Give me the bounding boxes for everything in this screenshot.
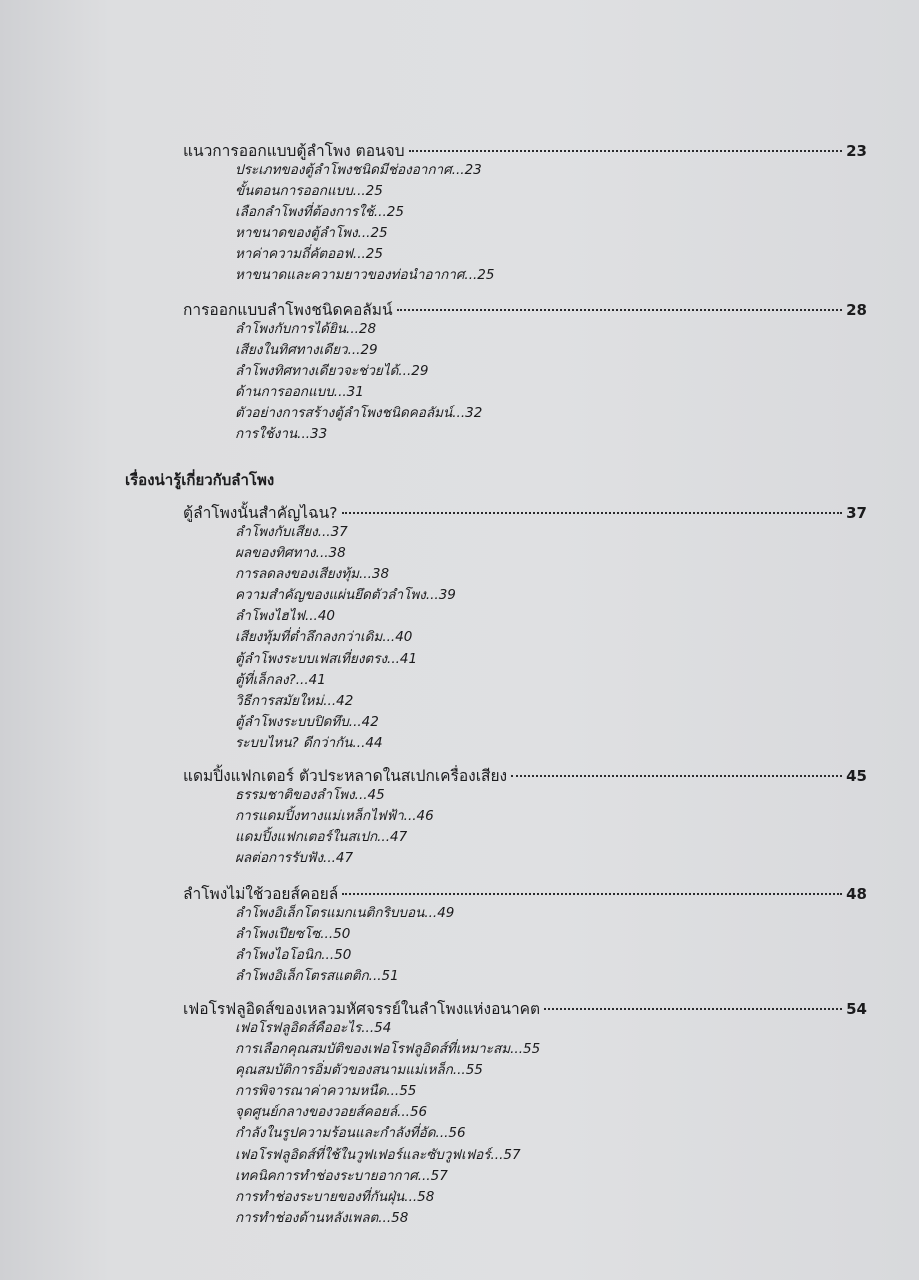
subtopic-entry: ตู้ที่เล็กลง?...41 [235,671,326,688]
subtopic-entry: ลำโพงทิศทางเดียวจะช่วยได้...29 [235,363,429,380]
subtopic-entry: เสียงทุ้มที่ต่ำลึกลงกว่าเดิม...40 [235,629,413,646]
subtopic-entry: การใช้งาน...33 [235,426,328,443]
subtopic-entry: การพิจารณาค่าความหนืด...55 [235,1083,417,1100]
subtopic-entry: การแดมปิ้งทางแม่เหล็กไฟฟ้า...46 [235,808,434,825]
toc-chapter [183,763,867,869]
chapter-title: แดมปิ้งแฟกเตอร์ ตัวประหลาดในสเปกเครื่องเสียง [183,767,508,785]
toc-chapter [183,996,867,1229]
chapter-title: แนวการออกแบบตู้ลำโพง ตอนจบ [183,142,405,160]
dot-leader [544,1008,842,1010]
subtopic-entry: ตู้ลำโพงระบบเฟสเที่ยงตรง...41 [235,650,418,667]
subtopic-entry: ขั้นตอนการออกแบบ...25 [235,183,383,200]
chapter-title: ตู้ลำโพงนั้นสำคัญไฉน? [183,504,338,522]
subtopic-entry: หาค่าความถี่คัตออฟ...25 [235,246,383,263]
subtopic-entry: ความสำคัญของแผ่นยึดตัวลำโพง...39 [235,587,456,604]
toc-chapter-line [183,500,867,522]
chapter-title: ลำโพงไม่ใช้วอยส์คอยล์ [183,885,339,903]
dot-leader [342,893,842,895]
subtopic-entry: ระบบไหน? ดีกว่ากัน...44 [235,734,383,751]
subtopic-entry: เลือกลำโพงที่ต้องการใช้...25 [235,204,404,221]
toc-chapter-line [183,138,867,160]
toc-chapter-line [183,763,867,785]
chapter-page-number: 28 [846,301,867,319]
subtopic-entry: หาขนาดและความยาวของท่อนำอากาศ...25 [235,267,495,284]
subtopic-entry: การลดลงของเสียงทุ้ม...38 [235,566,390,583]
subtopic-entry: เทคนิคการทำช่องระบายอากาศ...57 [235,1167,448,1184]
subtopic-entry: ด้านการออกแบบ...31 [235,384,364,401]
subtopic-entry: วิธีการสมัยใหม่...42 [235,692,354,709]
toc-chapter [183,297,867,446]
subtopic-entry: จุดศูนย์กลางของวอยส์คอยล์...56 [235,1104,428,1121]
chapter-page-number: 23 [846,142,867,160]
subtopic-entry: แดมปิ้งแฟกเตอร์ในสเปก...47 [235,829,408,846]
subtopic-entry: เสียงในทิศทางเดียว...29 [235,342,378,359]
chapter-page-number: 54 [846,1000,867,1018]
chapter-title: การออกแบบลำโพงชนิดคอลัมน์ [183,301,393,319]
toc-chapter [183,881,867,987]
chapter-page-number: 48 [846,885,867,903]
dot-leader [397,309,843,311]
chapter-page-number: 45 [846,767,867,785]
toc-chapter-line [183,881,867,903]
subtopic-entry: คุณสมบัติการอิ่มตัวของสนามแม่เหล็ก...55 [235,1062,483,1079]
subtopic-entry: ลำโพงไฮไฟ...40 [235,608,336,625]
toc-chapter-line [183,297,867,319]
subtopic-entry: เฟอโรฟลูอิดส์คืออะไร...54 [235,1020,392,1036]
subtopic-entry: ลำโพงกับเสียง...37 [235,524,348,540]
dot-leader [511,775,842,777]
subtopic-entry: หาขนาดของตู้ลำโพง...25 [235,225,388,242]
subtopic-entry: การเลือกคุณสมบัติของเฟอโรฟลูอิดส์ที่เหมาะสม...55 [235,1041,541,1058]
toc-chapter [183,500,867,754]
dot-leader [342,512,843,514]
toc-chapter-line [183,996,867,1018]
subtopic-entry: ธรรมชาติของลำโพง...45 [235,787,385,803]
subtopic-entry: เฟอโรฟลูอิดส์ที่ใช้ในวูฟเฟอร์และซับวูฟเฟอร์...57 [235,1146,521,1163]
subtopic-entry: การทำช่องระบายของที่กันฝุ่น...58 [235,1188,435,1205]
chapter-page-number: 37 [846,504,867,522]
dot-leader [409,150,843,152]
subtopic-entry: ลำโพงไอโอนิก...50 [235,947,352,964]
subtopic-entry: ตัวอย่างการสร้างตู้ลำโพงชนิดคอลัมน์...32 [235,405,483,422]
subtopic-entry: กำลังในรูปความร้อนและกำลังที่อัด...56 [235,1125,466,1142]
subtopic-entry: ผลต่อการรับฟัง...47 [235,850,354,867]
chapter-title: เฟอโรฟลูอิดส์ของเหลวมหัศจรรย์ในลำโพงแห่งอนาคต [183,1000,541,1018]
subtopic-entry: ลำโพงเปียซโซ...50 [235,926,351,943]
subtopic-entry: ประเภทของตู้ลำโพงชนิดมีช่องอากาศ...23 [235,162,482,178]
subtopic-entry: ตู้ลำโพงระบบปิดทึบ...42 [235,713,379,730]
section-title: เรื่องน่ารู้เกี่ยวกับลำโพง [125,471,275,489]
toc-chapter [183,138,867,287]
subtopic-entry: ลำโพงกับการได้ยิน...28 [235,321,377,337]
subtopic-entry: ลำโพงอิเล็กโตรสแตติก...51 [235,968,399,985]
subtopic-entry: ลำโพงอิเล็กโตรแมกเนติกริบบอน...49 [235,905,455,921]
subtopic-entry: การทำช่องด้านหลังเพลต...58 [235,1209,409,1226]
subtopic-entry: ผลของทิศทาง...38 [235,545,346,562]
